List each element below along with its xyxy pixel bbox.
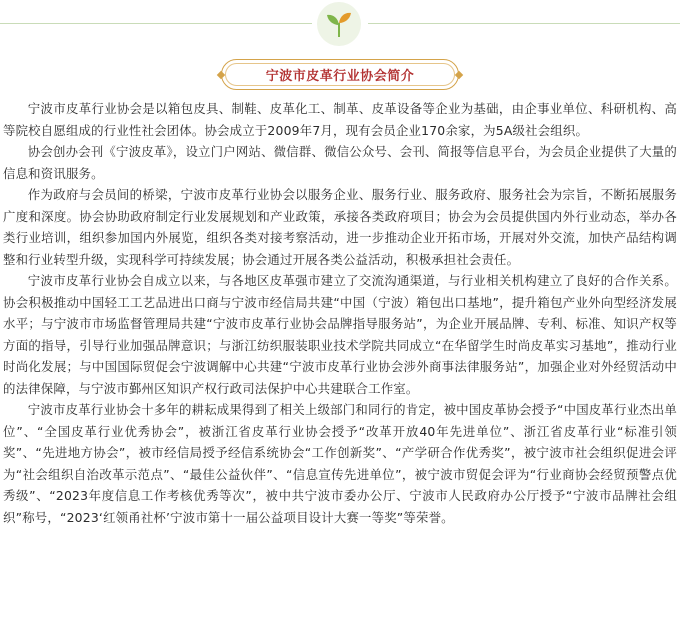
header-rule-right [368, 23, 680, 24]
header-rule-left [0, 23, 312, 24]
paragraph-services: 作为政府与会员间的桥梁，宁波市皮革行业协会以服务企业、服务行业、服务政府、服务社会为宗旨，不断拓展服务广度和深度。协会协助政府制定行业发展规划和产业政策，承接各类政府项目；协会为会员提供国内外行业动态，举办各类行业培训，组织参加国内外展览，组织各类对接考察活动，进一步推动企业开拓市场，开展对外交流，加快产品结构调整和行业转型升级，实现科学可持续发展；协会通过开展各类公益活动，积极承担社会责任。 [3, 187, 677, 267]
sprout-icon [317, 2, 361, 46]
page-title: 宁波市皮革行业协会简介 [265, 69, 415, 84]
title-ornament-left [217, 71, 225, 79]
paragraph-intro: 宁波市皮革行业协会是以箱包皮具、制鞋、皮革化工、制革、皮革设备等企业为基础，由企事业单位、科研机构、高等院校自愿组成的行业性社会团体。协会成立于2009年7月，现有会员企业170余家，为5A级社会组织。 [3, 101, 677, 138]
title-ornament-right [455, 71, 463, 79]
section-title-box [221, 59, 459, 90]
paragraph-platforms: 协会创办会刊《宁波皮革》，设立门户网站、微信群、微信公众号、会刊、简报等信息平台，为会员企业提供了大量的信息和资讯服务。 [3, 144, 677, 181]
paragraph-honors: 宁波市皮革行业协会十多年的耕耘成果得到了相关上级部门和同行的肯定，被中国皮革协会授予“中国皮革行业杰出单位”、“全国皮革行业优秀协会”，被浙江省皮革行业协会授予“改革开放40年先进单位”、浙江省皮革行业“标准引领奖”、“先进地方协会”，被市经信局授予经信系统协会“工作创新奖”、“产学研合作优秀奖”，被宁波市社会组织促进会评为“社会组织自治改革示范点”、“最佳公益伙伴”、“信息宣传先进单位”，被宁波市贸促会评为“行业商协会经贸预警点优秀级”、“2023年度信息工作考核优秀等次”，被中共宁波市委办公厅、宁波市人民政府办公厅授予“宁波市品牌社会组织”称号，“2023‘红领甬社杯’宁波市第十一届公益项目设计大赛一等奖”等荣誉。 [3, 402, 677, 525]
article-body [3, 98, 677, 528]
paragraph-cooperation: 宁波市皮革行业协会自成立以来，与各地区皮革强市建立了交流沟通渠道，与行业相关机构建立了良好的合作关系。协会积极推动中国轻工工艺品进出口商与宁波市经信局共建“中国（宁波）箱包出口基地”，提升箱包产业外向型经济发展水平；与宁波市市场监督管理局共建“宁波市皮革行业协会品牌指导服务站”，为企业开展品牌、专利、标准、知识产权等方面的指导，引导行业加强品牌意识；与浙江纺织服装职业技术学院共同成立“在华留学生时尚皮革实习基地”，推动行业时尚化发展；与中国国际贸促会宁波调解中心共建“宁波市皮革行业协会涉外商事法律服务站”，加强企业对外经贸活动中的法律保障，与宁波市鄞州区知识产权行政司法保护中心共建联合工作室。 [3, 273, 677, 396]
